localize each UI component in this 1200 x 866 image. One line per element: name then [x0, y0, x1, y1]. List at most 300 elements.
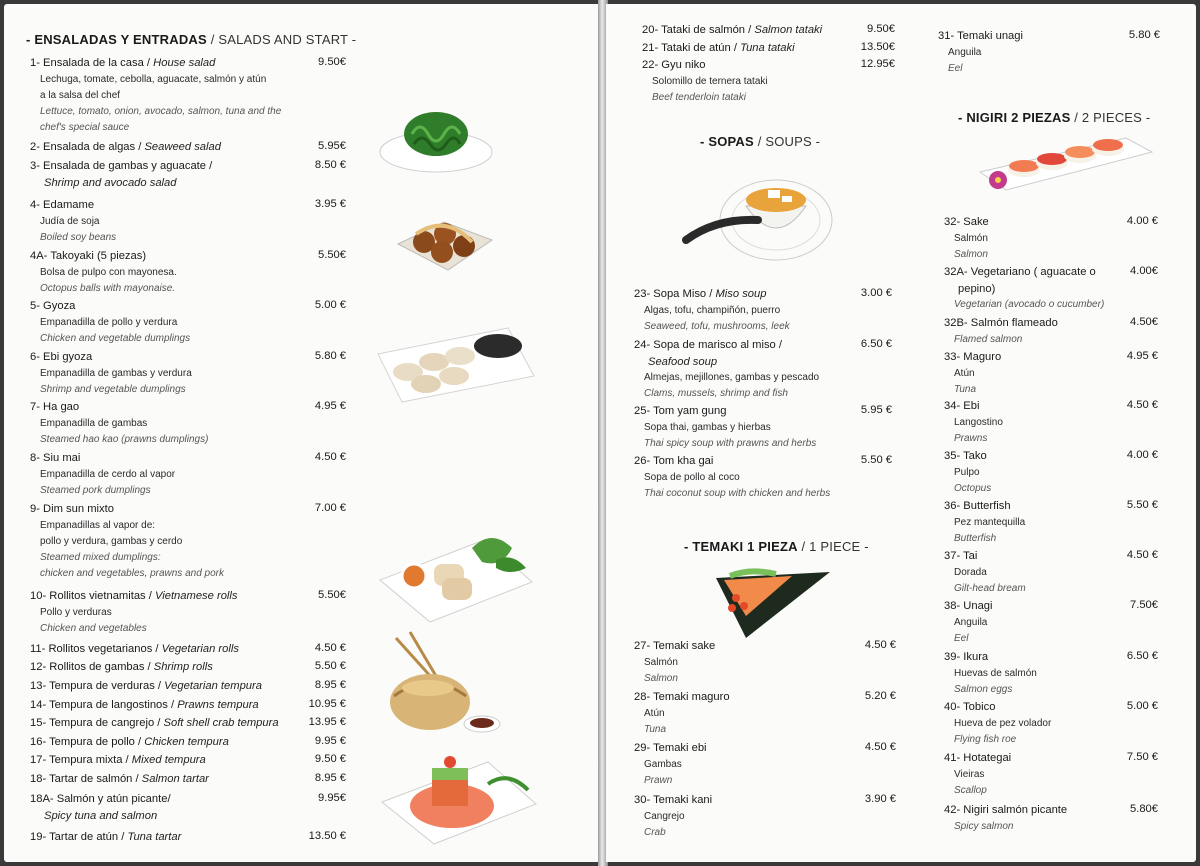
item-description-english: Salmon eggs — [954, 683, 1013, 695]
item-description: Vieiras — [954, 768, 985, 780]
menu-item — [30, 697, 259, 714]
item-title-line — [944, 699, 1051, 716]
menu-item — [30, 752, 206, 769]
item-title-english: Chicken tempura — [144, 736, 229, 748]
item-price: 5.95€ — [318, 140, 346, 152]
item-price: 8.95 € — [314, 772, 346, 784]
menu-item — [30, 829, 181, 846]
item-description: pollo y verdura, gambas y cerdo — [40, 535, 183, 547]
item-title: 9- Dim sun mixto — [30, 503, 114, 515]
item-title-line — [642, 57, 768, 74]
item-title: 31- Temaki unagi — [938, 30, 1023, 42]
item-title-line — [30, 752, 206, 769]
item-description: a la salsa del chef — [40, 89, 121, 101]
item-title: 34- Ebi — [944, 400, 980, 412]
item-description-english: Crab — [644, 826, 666, 838]
item-description-english: Eel — [948, 62, 963, 74]
section-header — [958, 110, 1150, 125]
item-title-line — [30, 588, 237, 605]
section-header — [684, 539, 869, 554]
item-title-line — [634, 689, 730, 706]
item-description: Solomillo de ternera tataki — [652, 75, 768, 87]
item-price: 4.50 € — [1126, 399, 1158, 411]
item-description-english: Tuna — [954, 383, 977, 395]
item-description: Empanadilla de gambas y verdura — [40, 367, 192, 379]
section-header-en: / SALADS AND START - — [206, 32, 357, 47]
item-description: Huevas de salmón — [954, 667, 1037, 679]
item-title: 12- Rollitos de gambas — [30, 661, 145, 673]
item-price: 4.50 € — [314, 451, 346, 463]
menu-item — [944, 264, 1104, 313]
item-price: 10.95 € — [308, 698, 346, 710]
menu-item — [938, 28, 1023, 77]
menu-item — [30, 659, 213, 676]
title-separator: / — [135, 141, 145, 153]
item-title: 23- Sopa Miso — [634, 288, 707, 300]
item-price: 4.00 € — [1126, 449, 1158, 461]
miso-soup-image — [676, 160, 836, 264]
menu-item — [634, 638, 715, 687]
menu-item — [30, 55, 281, 136]
item-price: 5.50€ — [318, 249, 346, 261]
item-title-english: Tuna tataki — [740, 42, 795, 54]
item-description: Salmón — [644, 656, 678, 668]
item-title: 14- Tempura de langostinos — [30, 699, 168, 711]
menu-item — [634, 337, 819, 402]
menu-item — [944, 699, 1051, 748]
item-title: 35- Tako — [944, 450, 987, 462]
item-title: 15- Tempura de cangrejo — [30, 717, 155, 729]
menu-item — [30, 771, 209, 788]
item-title-line — [634, 453, 830, 470]
item-price: 7.00 € — [314, 502, 346, 514]
item-title-line — [30, 697, 259, 714]
menu-item — [30, 715, 279, 732]
item-title-line — [944, 649, 1037, 666]
item-title-line — [944, 802, 1067, 819]
item-price: 3.00 € — [860, 287, 892, 299]
item-title: 38- Unagi — [944, 600, 993, 612]
item-title-line — [30, 139, 221, 156]
item-title: 37- Tai — [944, 550, 978, 562]
menu-item — [944, 598, 993, 647]
item-title: 32A- Vegetariano ( aguacate o — [944, 266, 1096, 278]
item-title: 24- Sopa de marisco al miso / — [634, 339, 782, 351]
item-description-english: Steamed pork dumplings — [40, 484, 151, 496]
item-price: 9.50€ — [867, 23, 895, 35]
menu-item — [30, 139, 221, 156]
item-price: 5.20 € — [864, 690, 896, 702]
item-description: Almejas, mejillones, gambas y pescado — [644, 372, 820, 383]
menu-item — [30, 197, 116, 246]
item-title-line — [30, 399, 208, 416]
item-title: 39- Ikura — [944, 651, 989, 663]
item-price: 13.95 € — [308, 716, 346, 728]
item-price: 5.80€ — [1130, 803, 1158, 815]
takoyaki-image — [390, 204, 498, 274]
item-description: Empanadilla de pollo y verdura — [40, 316, 178, 328]
section-header — [700, 134, 820, 149]
item-price: 4.50 € — [1126, 549, 1158, 561]
item-title: 4- Edamame — [30, 199, 95, 211]
section-header-es: - NIGIRI 2 PIEZAS — [958, 110, 1071, 125]
item-price: 6.50 € — [1126, 650, 1158, 662]
item-title: 18- Tartar de salmón — [30, 773, 133, 785]
item-title-line — [30, 771, 209, 788]
item-price: 8.95 € — [314, 679, 346, 691]
item-price: 3.90 € — [864, 793, 896, 805]
item-price: 9.50 € — [314, 753, 346, 765]
item-title-line — [30, 55, 281, 72]
title-separator: / — [145, 590, 155, 602]
item-title-line — [944, 548, 1026, 565]
item-description-english: Beef tenderloin tataki — [652, 91, 746, 103]
item-title: 27- Temaki sake — [634, 640, 716, 652]
item-description-english: Gilt-head bream — [954, 582, 1026, 594]
section-header-es: - SOPAS — [700, 134, 754, 149]
item-description-english: Salmon — [954, 248, 988, 260]
item-title-line — [30, 715, 279, 732]
item-title: 16- Tempura de pollo — [30, 736, 135, 748]
item-description-english: Seaweed, tofu, mushrooms, leek — [644, 320, 790, 332]
menu-item — [30, 678, 262, 695]
item-title-line — [30, 349, 192, 366]
menu-item — [944, 315, 1058, 348]
item-description: Salmón — [954, 232, 988, 244]
item-price: 9.95 € — [314, 735, 346, 747]
title-separator: / — [132, 773, 142, 785]
item-title-english: Seaweed salad — [144, 141, 221, 153]
item-title: 2- Ensalada de algas — [30, 141, 136, 153]
title-separator: / — [122, 754, 132, 766]
menu-item — [30, 158, 212, 191]
item-title-line — [30, 641, 239, 658]
item-title-line — [642, 22, 822, 39]
nigiri-plate-image — [976, 132, 1154, 200]
item-description: Langostino — [954, 416, 1003, 428]
item-title-line — [30, 158, 212, 175]
item-price: 4.50€ — [1130, 316, 1158, 328]
menu-item — [30, 399, 208, 448]
item-price: 12.95€ — [860, 58, 895, 70]
item-price: 13.50€ — [860, 41, 895, 53]
item-title-english: Vietnamese rolls — [154, 590, 238, 602]
item-title-line — [944, 264, 1104, 281]
item-title: 5- Gyoza — [30, 300, 76, 312]
section-header-es: - ENSALADAS Y ENTRADAS — [26, 32, 207, 47]
item-title-line — [938, 28, 1023, 45]
item-description-english: Eel — [954, 632, 969, 644]
menu-item — [944, 498, 1025, 547]
menu-item — [30, 450, 175, 499]
item-title-line — [634, 403, 816, 420]
item-title-line2: Shrimp and avocado salad — [44, 176, 177, 189]
item-title: 1- Ensalada de la casa — [30, 57, 144, 69]
menu-item — [30, 734, 229, 751]
menu-item — [944, 649, 1037, 698]
item-description: Hueva de pez volador — [954, 717, 1052, 729]
menu-item — [642, 57, 768, 106]
item-title: 42- Nigiri salmón picante — [944, 804, 1068, 816]
item-title-english: Mixed tempura — [131, 754, 206, 766]
temaki-image — [706, 566, 836, 646]
item-description-english: Tuna — [644, 723, 667, 735]
item-price: 4.50 € — [314, 642, 346, 654]
title-separator: / — [144, 661, 154, 673]
item-description-english: Chicken and vegetable dumplings — [40, 332, 191, 344]
item-title-line — [634, 638, 715, 655]
title-separator: / — [152, 643, 162, 655]
item-title-line2: Spicy tuna and salmon — [44, 809, 158, 822]
menu-item — [30, 791, 171, 824]
item-title-line2: pepino) — [958, 282, 996, 295]
item-title-english: Vegetarian tempura — [164, 680, 262, 692]
item-title: 8- Siu mai — [30, 452, 81, 464]
item-price: 5.80 € — [314, 350, 346, 362]
salmon-tartar-image — [378, 744, 540, 848]
item-title-english: House salad — [153, 57, 216, 69]
item-price: 5.00 € — [1126, 700, 1158, 712]
item-description: Sopa thai, gambas y hierbas — [644, 421, 771, 433]
item-title: 28- Temaki maguro — [634, 691, 730, 703]
item-description-english: Vegetarian (avocado o cucumber) — [954, 299, 1105, 310]
item-title-line — [30, 450, 175, 467]
menu-item — [634, 286, 790, 335]
item-title: 20- Tataki de salmón — [642, 24, 746, 36]
title-separator: / — [134, 736, 145, 748]
item-description-english: Thai coconut soup with chicken and herbs — [644, 487, 831, 499]
item-price: 5.80 € — [1128, 29, 1160, 41]
item-title-english: Prawns tempura — [177, 699, 259, 711]
item-description-english: Clams, mussels, shrimp and fish — [644, 388, 788, 399]
item-title-english: Salmon tartar — [141, 773, 209, 785]
menu-item — [944, 398, 1003, 447]
item-description: Sopa de pollo al coco — [644, 471, 740, 483]
seaweed-salad-image — [376, 104, 496, 180]
item-price: 5.50 € — [1126, 499, 1158, 511]
item-title: 36- Butterfish — [944, 500, 1011, 512]
item-title-line — [634, 286, 790, 303]
item-description: Empanadilla de cerdo al vapor — [40, 468, 176, 480]
item-title-english: Tuna tartar — [127, 831, 182, 843]
item-description-english: Boiled soy beans — [40, 231, 117, 243]
item-title: 29- Temaki ebi — [634, 742, 707, 754]
menu-item — [30, 349, 192, 398]
title-separator: / — [118, 831, 128, 843]
menu-item — [944, 448, 991, 497]
item-title: 6- Ebi gyoza — [30, 351, 93, 363]
item-title: 41- Hotategai — [944, 752, 1012, 764]
item-price: 5.50 € — [314, 660, 346, 672]
item-description: Pez mantequilla — [954, 516, 1026, 528]
item-price: 3.95 € — [314, 198, 346, 210]
item-title: 19- Tartar de atún — [30, 831, 119, 843]
menu-left-page — [4, 4, 600, 862]
menu-item — [30, 501, 224, 582]
menu-item — [944, 802, 1067, 835]
item-description-english: Scallop — [954, 784, 987, 796]
dim-sum-rolls-image — [376, 520, 536, 624]
item-price: 4.00€ — [1130, 265, 1158, 277]
item-description-english: Octopus balls with mayonaise. — [40, 282, 176, 294]
item-title: 22- Gyu niko — [642, 59, 706, 71]
menu-item — [634, 689, 730, 738]
item-title: 25- Tom yam gung — [634, 405, 727, 417]
item-description: Pulpo — [954, 466, 980, 478]
item-description-english: Prawns — [954, 432, 988, 444]
menu-item — [634, 792, 712, 841]
item-price: 4.50 € — [864, 639, 896, 651]
item-price: 7.50 € — [1126, 751, 1158, 763]
item-price: 4.95 € — [1126, 350, 1158, 362]
item-title: 10- Rollitos vietnamitas — [30, 590, 146, 602]
item-title: 18A- Salmón y atún picante/ — [30, 793, 171, 805]
item-description-english: chef's special sauce — [40, 121, 130, 133]
item-description-english: chicken and vegetables, prawns and pork — [40, 567, 225, 579]
item-title: 40- Tobico — [944, 701, 996, 713]
item-price: 6.50 € — [860, 338, 892, 350]
title-separator: / — [730, 42, 741, 54]
item-title: 32B- Salmón flameado — [944, 317, 1058, 329]
item-description-english: Octopus — [954, 482, 992, 494]
item-title-line — [30, 659, 213, 676]
menu-item — [944, 349, 1001, 398]
item-price: 7.50€ — [1130, 599, 1158, 611]
item-description: Atún — [644, 707, 665, 719]
section-header — [26, 32, 356, 47]
item-title: 3- Ensalada de gambas y aguacate / — [30, 160, 213, 172]
item-description: Pollo y verduras — [40, 606, 112, 618]
item-description-english: Prawn — [644, 774, 673, 786]
item-title-line — [944, 448, 991, 465]
item-title-english: Miso soup — [715, 288, 767, 300]
item-description-english: Steamed hao kao (prawns dumplings) — [40, 433, 209, 445]
item-title-line — [30, 791, 171, 808]
item-title-line — [944, 214, 989, 231]
item-title-line — [944, 598, 993, 615]
item-title: 17- Tempura mixta — [30, 754, 123, 766]
menu-item — [944, 548, 1026, 597]
item-description-english: Butterfish — [954, 532, 997, 544]
item-title: 13- Tempura de verduras — [30, 680, 155, 692]
item-title-line — [634, 740, 707, 757]
item-title: 7- Ha gao — [30, 401, 80, 413]
item-description: Judía de soja — [40, 215, 100, 227]
menu-item — [642, 40, 795, 57]
item-price: 13.50 € — [308, 830, 346, 842]
item-description: Anguila — [954, 616, 988, 628]
item-title-line — [642, 40, 795, 57]
item-description: Empanadilla de gambas — [40, 417, 148, 429]
item-title-line2: Seafood soup — [648, 355, 718, 368]
item-title-english: Salmon tataki — [754, 24, 823, 36]
item-title-line — [30, 197, 116, 214]
tempura-basket-image — [380, 626, 504, 736]
item-description: Gambas — [644, 758, 682, 770]
menu-item — [642, 22, 822, 39]
menu-item — [30, 248, 177, 297]
item-price: 8.50 € — [314, 159, 346, 171]
item-description-english: Spicy salmon — [954, 820, 1014, 832]
item-description: Dorada — [954, 566, 987, 578]
item-title: 21- Tataki de atún — [642, 42, 731, 54]
item-title: 4A- Takoyaki (5 piezas) — [30, 250, 147, 262]
item-description: Algas, tofu, champiñón, puerro — [644, 304, 781, 316]
item-description: Empanadillas al vapor de: — [40, 519, 156, 531]
item-description-english: Shrimp and vegetable dumplings — [40, 383, 186, 395]
item-price: 5.00 € — [314, 299, 346, 311]
item-title-english: Shrimp rolls — [153, 661, 213, 673]
item-price: 9.95€ — [318, 792, 346, 804]
item-title-line — [30, 734, 229, 751]
item-title-line — [944, 349, 1001, 366]
item-description: Anguila — [948, 46, 982, 58]
item-description: Bolsa de pulpo con mayonesa. — [40, 266, 177, 278]
title-separator: / — [154, 680, 165, 692]
item-description-english: Lettuce, tomato, onion, avocado, salmon, tuna and the — [40, 105, 282, 117]
item-title-line — [30, 248, 177, 265]
item-title-line — [30, 298, 190, 315]
item-description: Lechuga, tomate, cebolla, aguacate, salmón y atún — [40, 73, 267, 85]
gyoza-image — [372, 320, 538, 406]
item-title-line — [30, 501, 224, 518]
menu-item — [634, 453, 830, 502]
menu-item — [634, 740, 707, 789]
menu-item — [634, 403, 816, 452]
item-title: 30- Temaki kani — [634, 794, 713, 806]
section-header-es: - TEMAKI 1 PIEZA — [684, 539, 798, 554]
item-description-english: Salmon — [644, 672, 678, 684]
item-title-line — [944, 315, 1058, 332]
item-description: Cangrejo — [644, 810, 685, 822]
item-title-line — [634, 792, 712, 809]
item-price: 4.95 € — [314, 400, 346, 412]
item-price: 9.50€ — [318, 56, 346, 68]
item-description-english: Steamed mixed dumplings: — [40, 551, 161, 563]
title-separator: / — [167, 699, 178, 711]
menu-item — [944, 214, 989, 263]
item-description: Atún — [954, 367, 975, 379]
item-title-line — [30, 678, 262, 695]
menu-item — [30, 641, 239, 658]
item-description-english: Chicken and vegetables — [40, 622, 147, 634]
title-separator: / — [154, 717, 164, 729]
item-title-line — [634, 337, 819, 354]
menu-item — [30, 298, 190, 347]
item-title: 32- Sake — [944, 216, 989, 228]
item-title-english: Vegetarian rolls — [161, 643, 239, 655]
menu-item — [944, 750, 1011, 799]
item-title: 26- Tom kha gai — [634, 455, 714, 467]
item-description-english: Flying fish roe — [954, 733, 1017, 745]
item-description-english: Thai spicy soup with prawns and herbs — [644, 437, 817, 449]
item-title: 33- Maguro — [944, 351, 1002, 363]
section-header-en: / 1 PIECE - — [797, 539, 869, 554]
item-price: 5.50€ — [318, 589, 346, 601]
item-title-line — [30, 829, 181, 846]
item-description-english: Flamed salmon — [954, 333, 1023, 345]
item-title-line — [944, 398, 1003, 415]
item-price: 5.50 € — [860, 454, 892, 466]
item-price: 4.00 € — [1126, 215, 1158, 227]
menu-item — [30, 588, 237, 637]
item-price: 5.95 € — [860, 404, 892, 416]
section-header-en: / SOUPS - — [753, 134, 821, 149]
menu-right-page — [606, 4, 1196, 862]
section-header-en: / 2 PIECES - — [1070, 110, 1151, 125]
title-separator: / — [143, 57, 154, 69]
title-separator: / — [745, 24, 755, 36]
